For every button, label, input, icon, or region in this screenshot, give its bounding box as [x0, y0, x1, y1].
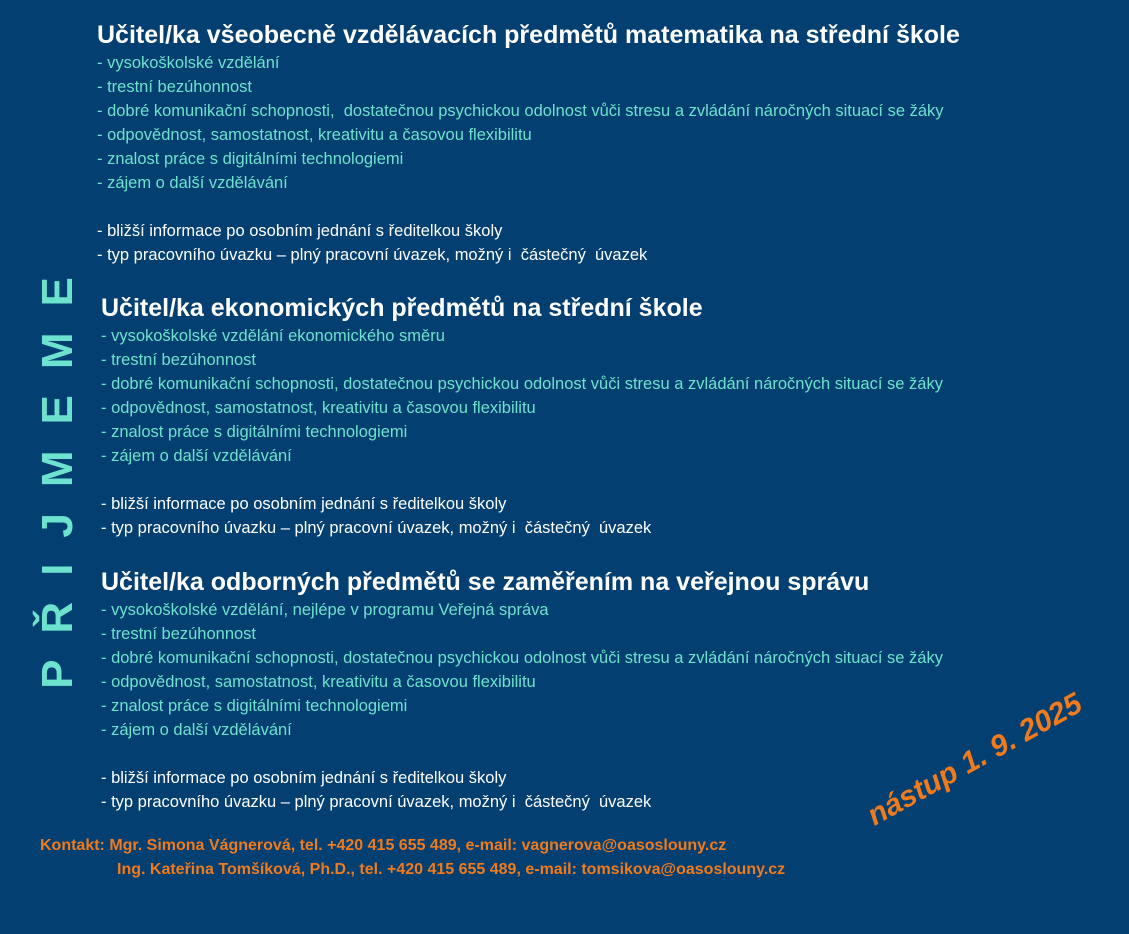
job-title: Učitel/ka ekonomických předmětů na střední škole [101, 294, 703, 322]
start-date-label: nástup 1. 9. 2025 [861, 686, 1088, 833]
requirement-item: - znalost práce s digitálními technologiemi [97, 150, 404, 168]
requirement-item: - znalost práce s digitálními technologiemi [101, 697, 408, 715]
requirement-item: - dobré komunikační schopnosti, dostatečnou psychickou odolnost vůči stresu a zvládání náročných situací se žáky [101, 375, 943, 393]
info-item: - typ pracovního úvazku – plný pracovní úvazek, možný i částečný úvazek [97, 246, 648, 264]
contact-line-primary: Kontakt: Mgr. Simona Vágnerová, tel. +420 415 655 489, e-mail: vagnerova@oasoslouny.cz [40, 837, 727, 854]
job-title: Učitel/ka všeobecně vzdělávacích předmětů matematika na střední škole [97, 21, 960, 49]
requirement-item: - vysokoškolské vzdělání [97, 54, 280, 72]
contact-block [40, 834, 785, 882]
requirement-item: - dobré komunikační schopnosti, dostatečnou psychickou odolnost vůči stresu a zvládání náročných situací se žáky [101, 649, 943, 667]
job-section-mathematics [97, 20, 960, 267]
requirement-item: - trestní bezúhonnost [97, 78, 253, 96]
requirements-list [101, 324, 943, 468]
info-list [101, 492, 943, 540]
info-list [97, 219, 960, 267]
requirement-item: - trestní bezúhonnost [101, 625, 257, 643]
requirement-item: - vysokoškolské vzdělání, nejlépe v programu Veřejná správa [101, 601, 549, 619]
info-item: - bližší informace po osobním jednání s ředitelkou školy [97, 222, 503, 240]
requirement-item: - znalost práce s digitálními technologiemi [101, 423, 408, 441]
info-item: - bližší informace po osobním jednání s ředitelkou školy [101, 769, 507, 787]
job-title: Učitel/ka odborných předmětů se zaměřením na veřejnou správu [101, 568, 870, 596]
job-section-public-administration [101, 567, 943, 814]
requirements-list [101, 598, 943, 742]
info-list [101, 766, 943, 814]
job-section-economics [101, 293, 943, 540]
info-item: - typ pracovního úvazku – plný pracovní úvazek, možný i částečný úvazek [101, 519, 652, 537]
requirement-item: - odpovědnost, samostatnost, kreativitu a časovou flexibilitu [101, 399, 536, 417]
side-title-prijmeme: PŘIJMEME [33, 251, 82, 689]
requirement-item: - zájem o další vzdělávání [101, 447, 292, 465]
requirements-list [97, 51, 960, 195]
requirement-item: - zájem o další vzdělávání [101, 721, 292, 739]
info-item: - bližší informace po osobním jednání s ředitelkou školy [101, 495, 507, 513]
requirement-item: - odpovědnost, samostatnost, kreativitu a časovou flexibilitu [97, 126, 532, 144]
requirement-item: - zájem o další vzdělávání [97, 174, 288, 192]
info-item: - typ pracovního úvazku – plný pracovní úvazek, možný i částečný úvazek [101, 793, 652, 811]
requirement-item: - dobré komunikační schopnosti, dostatečnou psychickou odolnost vůči stresu a zvládání náročných situací se žáky [97, 102, 944, 120]
requirement-item: - vysokoškolské vzdělání ekonomického směru [101, 327, 445, 345]
requirement-item: - trestní bezúhonnost [101, 351, 257, 369]
requirement-item: - odpovědnost, samostatnost, kreativitu a časovou flexibilitu [101, 673, 536, 691]
contact-line-secondary: Ing. Kateřina Tomšíková, Ph.D., tel. +420 415 655 489, e-mail: tomsikova@oasoslouny.cz [117, 861, 786, 878]
